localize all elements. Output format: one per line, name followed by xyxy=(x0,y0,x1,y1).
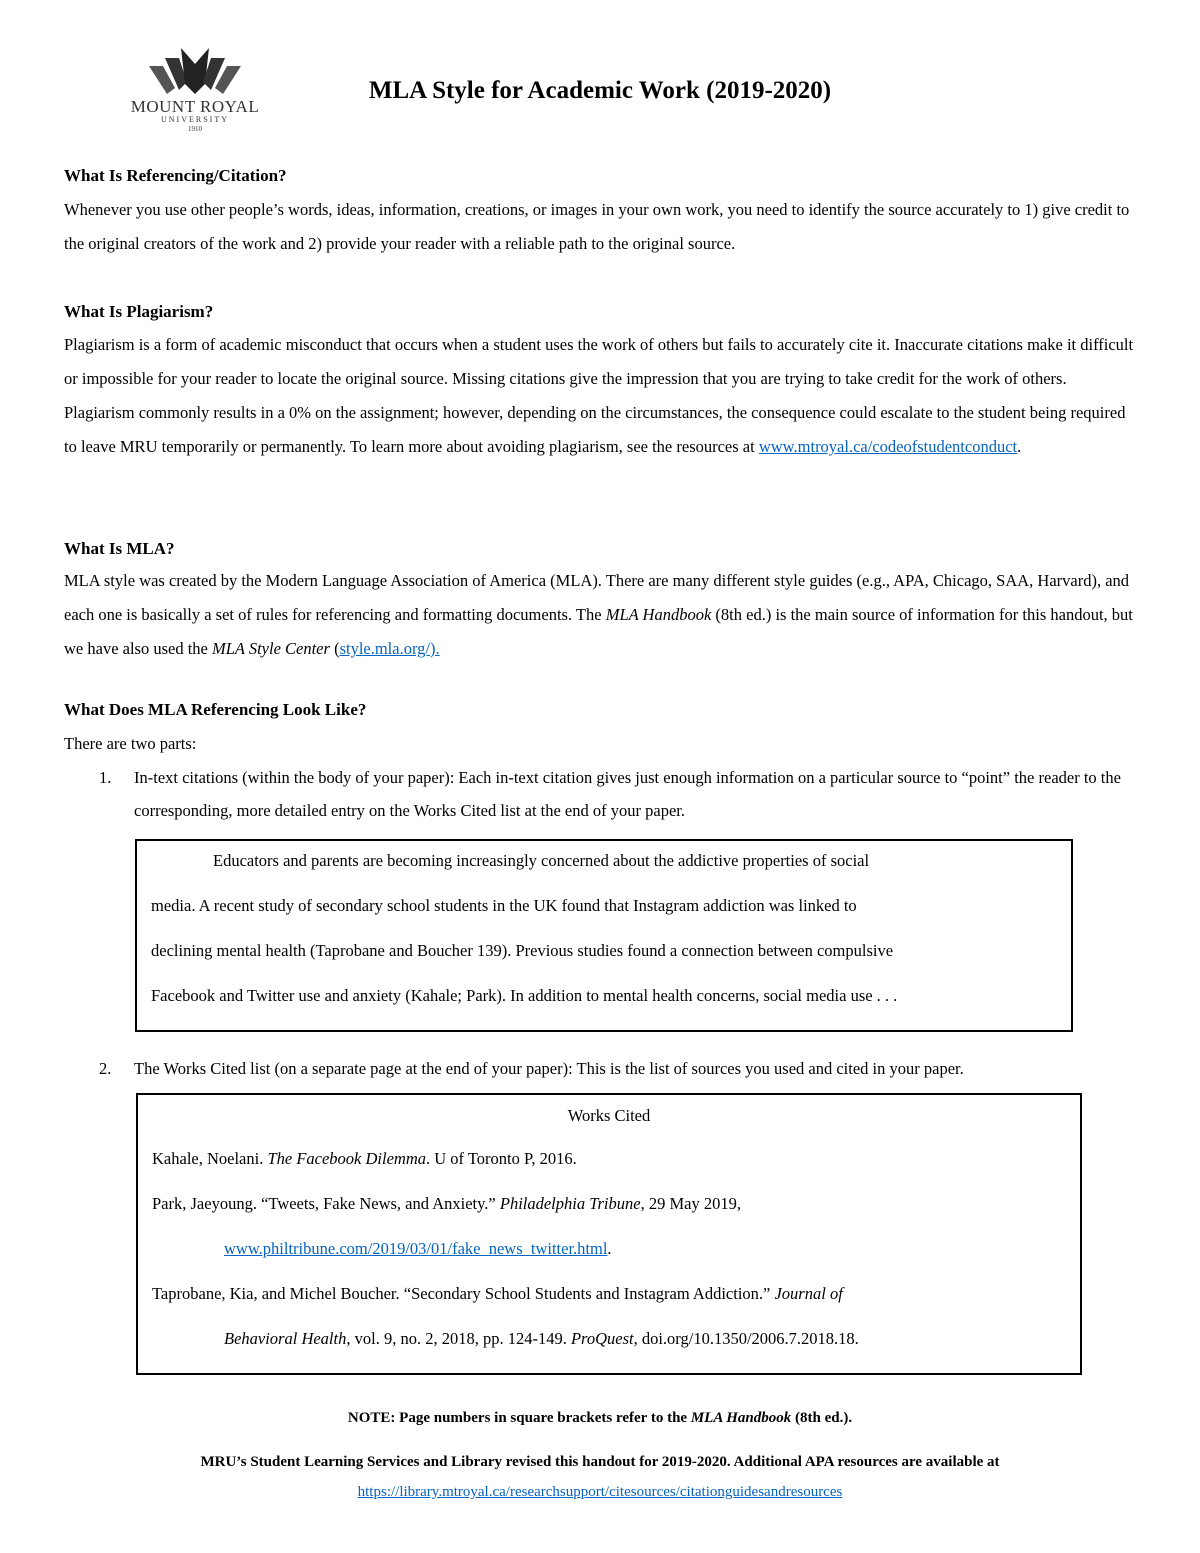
mla-style-center-title: MLA Style Center xyxy=(212,639,330,658)
philtribune-link[interactable]: www.philtribune.com/2019/03/01/fake_news_twitter.html xyxy=(224,1239,608,1258)
two-parts-intro: There are two parts: xyxy=(64,734,197,753)
entry-container: Philadelphia Tribune xyxy=(499,1194,641,1213)
mla-text-2: (8th ed.) is the main source of information for this handout, but we have also used the xyxy=(64,605,1133,658)
entry-container: Journal of xyxy=(774,1284,843,1303)
example-line: media. A recent study of secondary school students in the UK found that Instagram addiction was linked to xyxy=(151,896,857,915)
paragraph-mla xyxy=(64,564,1136,666)
entry-database: ProQuest xyxy=(570,1329,634,1348)
works-cited-entry xyxy=(152,1181,1052,1271)
entry-title: The Facebook Dilemma xyxy=(267,1149,426,1168)
entry-publisher: . U of Toronto P, 2016. xyxy=(426,1149,577,1168)
list-text: In-text citations (within the body of your paper): Each in-text citation gives just enough information on a particular source to “point” the reader to the corresponding, more detailed entry on the Works Cited list at the end of your paper. xyxy=(134,768,1121,820)
heading-looks-like: What Does MLA Referencing Look Like? xyxy=(64,700,367,719)
list-text: The Works Cited list (on a separate page at the end of your paper): This is the list of sources you used and cited in your paper. xyxy=(134,1059,964,1078)
works-cited-entry xyxy=(152,1271,1052,1361)
logo-year: 1910 xyxy=(188,125,202,133)
list-number: 2. xyxy=(99,1059,112,1078)
entry-end: . xyxy=(607,1239,612,1258)
paragraph-referencing: Whenever you use other people’s words, ideas, information, creations, or images in your own work, you need to identify the source accurately to 1) give credit to the original creators of the work and 2) provide your reader with a reliable path to the original source. xyxy=(64,200,1130,253)
footer-credit: MRU’s Student Learning Services and Library revised this handout for 2019-2020. Additional APA resources are available at xyxy=(200,1454,1000,1470)
works-cited-title: Works Cited xyxy=(567,1106,651,1125)
entry-date: , 29 May 2019, xyxy=(640,1194,741,1213)
logo-name: MOUNT ROYAL xyxy=(130,97,260,116)
footer-link-line xyxy=(0,1482,1200,1502)
heading-mla: What Is MLA? xyxy=(64,539,175,558)
logo-mark-icon xyxy=(149,48,241,96)
logo-subtitle: UNIVERSITY xyxy=(161,115,229,124)
library-citation-guides-link[interactable]: https://library.mtroyal.ca/researchsupport/citesources/citationguidesandresources xyxy=(357,1484,843,1500)
entry-container-cont: Behavioral Health xyxy=(224,1329,347,1348)
note-handbook: MLA Handbook xyxy=(690,1410,792,1426)
mount-royal-logo xyxy=(120,48,270,140)
page-number-note xyxy=(0,1408,1200,1428)
example-line: Facebook and Twitter use and anxiety (Kahale; Park). In addition to mental health concerns, social media use . . . xyxy=(151,986,898,1005)
entry-author: Park, Jaeyoung. “Tweets, Fake News, and Anxiety.” xyxy=(152,1194,500,1213)
paragraph-plagiarism xyxy=(64,328,1136,464)
code-of-conduct-link[interactable]: www.mtroyal.ca/codeofstudentconduct xyxy=(758,437,1018,456)
entry-author: Kahale, Noelani. xyxy=(152,1149,268,1168)
heading-plagiarism: What Is Plagiarism? xyxy=(64,302,214,321)
mla-text-1: MLA style was created by the Modern Language Association of America (MLA). There are many different style guides (e.g., APA, Chicago, SAA, Harvard), and each one is basically a set of rules for referencing and formatting documents. The xyxy=(64,571,1130,624)
works-cited-example-box xyxy=(136,1093,1082,1375)
plagiarism-end: . xyxy=(1017,437,1022,456)
list-number: 1. xyxy=(99,768,112,787)
plagiarism-text: Plagiarism is a form of academic misconduct that occurs when a student uses the work of others but fails to accurately cite it. Inaccurate citations make it difficult or impossible for your reader to locate the original source. Missing citations give the impression that you are trying to take credit for the work of others. Plagiarism commonly results in a 0% on the assignment; however, depending on the circumstances, the consequence could escalate to the student being required to leave MRU temporarily or permanently. To learn more about avoiding plagiarism, see the resources at xyxy=(64,335,1134,456)
mla-handbook-title: MLA Handbook xyxy=(605,605,712,624)
style-mla-link[interactable]: style.mla.org/). xyxy=(339,639,440,658)
entry-volume: , vol. 9, no. 2, 2018, pp. 124-149. xyxy=(346,1329,571,1348)
in-text-example-box xyxy=(135,839,1073,1032)
page-title: MLA Style for Academic Work (2019-2020) xyxy=(368,77,832,104)
note-suffix: (8th ed.). xyxy=(791,1410,853,1426)
entry-doi: , doi.org/10.1350/2006.7.2018.18. xyxy=(633,1329,859,1348)
mla-text-3: ( xyxy=(329,639,340,658)
entry-author: Taprobane, Kia, and Michel Boucher. “Secondary School Students and Instagram Addiction.” xyxy=(152,1284,775,1303)
heading-referencing: What Is Referencing/Citation? xyxy=(64,166,287,185)
note-prefix: NOTE: Page numbers in square brackets refer to the xyxy=(347,1410,691,1426)
works-cited-entry xyxy=(152,1136,1052,1181)
example-line: declining mental health (Taprobane and Boucher 139). Previous studies found a connection between compulsive xyxy=(151,941,894,960)
example-line: Educators and parents are becoming increasingly concerned about the addictive properties of social xyxy=(213,851,870,870)
